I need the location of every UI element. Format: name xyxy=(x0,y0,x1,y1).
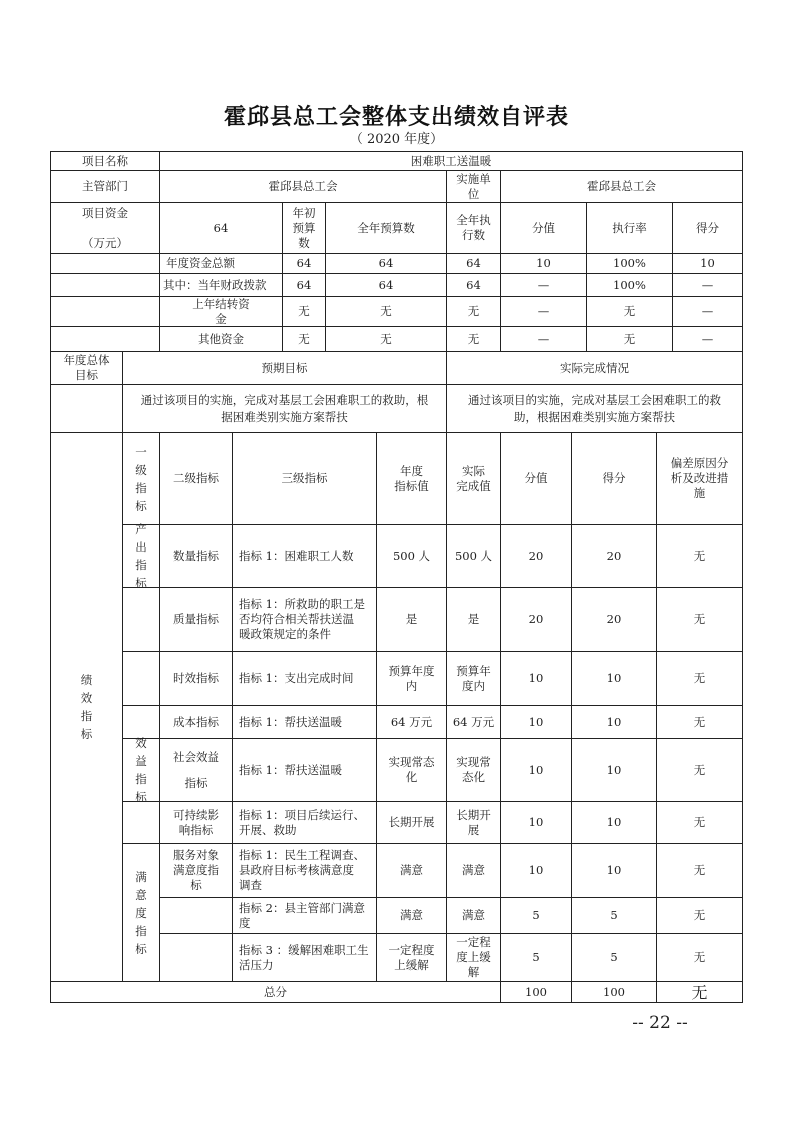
indicator-level2: 质量指标 xyxy=(159,587,233,652)
indicator-level2: 可持续影 响指标 xyxy=(159,801,233,844)
indicator-level3: 指标 1：所救助的职工是 否均符合相关帮扶送温 暖政策规定的条件 xyxy=(232,587,377,652)
indicator-target: 是 xyxy=(376,587,447,652)
total-score-value: 100 xyxy=(500,981,572,1003)
document-title: 霍邱县总工会整体支出绩效自评表 xyxy=(223,105,569,130)
indicator-level2 xyxy=(159,897,233,934)
funds-row-score: 10 xyxy=(672,253,743,274)
indicator-level3: 指标 1：项目后续运行、 开展、救助 xyxy=(232,801,377,844)
indicator-level3: 指标 1：帮扶送温暖 xyxy=(232,705,377,739)
indicator-score: 5 xyxy=(571,933,657,982)
indicator-target: 满意 xyxy=(376,897,447,934)
impl-unit-value: 霍邱县总工会 xyxy=(500,170,743,203)
impl-unit-label: 实施单 位 xyxy=(446,170,501,203)
indicator-actual: 长期开 展 xyxy=(446,801,501,844)
level1-blank xyxy=(122,801,160,844)
indicator-level2: 服务对象 满意度指 标 xyxy=(159,843,233,898)
funds-row-name: 其中：当年财政拨款 xyxy=(159,273,283,297)
funds-row-blank xyxy=(50,326,160,352)
indicator-deviation: 无 xyxy=(656,843,743,898)
funds-row-rate: 无 xyxy=(586,326,673,352)
indicator-actual: 是 xyxy=(446,587,501,652)
indicator-score: 20 xyxy=(571,587,657,652)
funds-row-blank xyxy=(50,273,160,297)
funds-row-annual: 无 xyxy=(325,326,447,352)
funds-row-name: 其他资金 xyxy=(159,326,283,352)
funds-row-initial: 无 xyxy=(282,296,326,327)
funds-row-blank xyxy=(50,253,160,274)
indicator-actual: 64 万元 xyxy=(446,705,501,739)
funds-col-executed: 全年执 行数 xyxy=(446,202,501,254)
indicator-target: 64 万元 xyxy=(376,705,447,739)
level1-blank xyxy=(122,651,160,706)
level1-satisfaction: 满 意 度 指 标 xyxy=(122,843,160,982)
indicator-score: 10 xyxy=(571,801,657,844)
funds-row-initial: 64 xyxy=(282,273,326,297)
indicator-actual: 实现常 态化 xyxy=(446,738,501,802)
indicator-target: 500 人 xyxy=(376,524,447,588)
project-name-value: 困难职工送温暖 xyxy=(159,151,743,171)
indicator-score-value: 10 xyxy=(500,738,572,802)
funds-col-annual: 全年预算数 xyxy=(325,202,447,254)
indicator-level2: 数量指标 xyxy=(159,524,233,588)
indicator-level3: 指标 3 ：缓解困难职工生 活压力 xyxy=(232,933,377,982)
indicators-col-level1: 一 级 指 标 xyxy=(122,432,160,525)
funds-col-initial: 年初 预算 数 xyxy=(282,202,326,254)
page-number: -- 22 -- xyxy=(632,1013,688,1033)
funds-row-name: 年度资金总额 xyxy=(159,253,283,274)
level1-output: 产 出 指 标 xyxy=(122,524,160,588)
indicator-score: 10 xyxy=(571,705,657,739)
funds-row-rate: 100% xyxy=(586,253,673,274)
funds-row-score-value: — xyxy=(500,273,587,297)
funds-row-score: — xyxy=(672,326,743,352)
indicator-level2: 社会效益 指标 xyxy=(159,738,233,802)
funds-row-annual: 64 xyxy=(325,253,447,274)
funds-row-score: — xyxy=(672,296,743,327)
indicator-level3: 指标 1：支出完成时间 xyxy=(232,651,377,706)
funds-row-rate: 无 xyxy=(586,296,673,327)
indicators-col-deviation: 偏差原因分 析及改进措 施 xyxy=(656,432,743,525)
indicator-actual: 500 人 xyxy=(446,524,501,588)
funds-row-score-value: — xyxy=(500,296,587,327)
funds-col-score-value: 分值 xyxy=(500,202,587,254)
indicator-deviation: 无 xyxy=(656,801,743,844)
funds-row-blank xyxy=(50,296,160,327)
indicator-level3: 指标 1：民生工程调查、 县政府目标考核满意度 调查 xyxy=(232,843,377,898)
funds-row-initial: 64 xyxy=(282,253,326,274)
indicator-target: 长期开展 xyxy=(376,801,447,844)
indicator-deviation: 无 xyxy=(656,587,743,652)
indicator-deviation: 无 xyxy=(656,897,743,934)
indicator-score-value: 10 xyxy=(500,651,572,706)
total-score: 100 xyxy=(571,981,657,1003)
indicator-actual: 一定程 度上缓 解 xyxy=(446,933,501,982)
goals-actual-text: 通过该项目的实施，完成对基层工会困难职工的救 助，根据困难类别实施方案帮扶 xyxy=(446,384,743,433)
indicator-target: 满意 xyxy=(376,843,447,898)
indicators-section-label: 绩 效 指 标 xyxy=(50,432,123,982)
indicator-score: 20 xyxy=(571,524,657,588)
indicator-actual: 满意 xyxy=(446,843,501,898)
indicator-score-value: 20 xyxy=(500,524,572,588)
indicators-col-level2: 二级指标 xyxy=(159,432,233,525)
indicator-deviation: 无 xyxy=(656,738,743,802)
indicator-deviation: 无 xyxy=(656,524,743,588)
indicator-score: 10 xyxy=(571,651,657,706)
indicator-score-value: 5 xyxy=(500,897,572,934)
indicator-target: 预算年度 内 xyxy=(376,651,447,706)
indicator-actual: 满意 xyxy=(446,897,501,934)
indicator-level2 xyxy=(159,933,233,982)
indicator-level2: 成本指标 xyxy=(159,705,233,739)
indicator-score: 10 xyxy=(571,738,657,802)
funds-row-executed: 无 xyxy=(446,326,501,352)
indicator-level2: 时效指标 xyxy=(159,651,233,706)
goals-expected-text: 通过该项目的实施，完成对基层工会困难职工的救助，根 据困难类别实施方案帮扶 xyxy=(122,384,447,433)
dept-value: 霍邱县总工会 xyxy=(159,170,447,203)
funds-row-initial: 无 xyxy=(282,326,326,352)
indicator-target: 一定程度 上缓解 xyxy=(376,933,447,982)
funds-row-score-value: — xyxy=(500,326,587,352)
funds-row-annual: 无 xyxy=(325,296,447,327)
level1-benefit: 效 益 指 标 xyxy=(122,738,160,802)
indicators-col-level3: 三级指标 xyxy=(232,432,377,525)
project-name-label: 项目名称 xyxy=(50,151,160,171)
indicators-col-score: 得分 xyxy=(571,432,657,525)
funds-row-name: 上年结转资 金 xyxy=(159,296,283,327)
funds-label: 项目资金 （万元） xyxy=(50,202,160,254)
indicator-score-value: 20 xyxy=(500,587,572,652)
indicator-target: 实现常态 化 xyxy=(376,738,447,802)
goals-blank xyxy=(50,384,123,433)
funds-amount: 64 xyxy=(159,202,283,254)
indicator-score: 10 xyxy=(571,843,657,898)
funds-row-executed: 64 xyxy=(446,253,501,274)
document-subtitle: （ 2020 年度） xyxy=(349,132,444,147)
indicators-col-actual: 实际 完成值 xyxy=(446,432,501,525)
indicator-actual: 预算年 度内 xyxy=(446,651,501,706)
indicators-col-score-value: 分值 xyxy=(500,432,572,525)
funds-row-executed: 64 xyxy=(446,273,501,297)
funds-row-score-value: 10 xyxy=(500,253,587,274)
goals-expected-label: 预期目标 xyxy=(122,351,447,385)
funds-row-executed: 无 xyxy=(446,296,501,327)
funds-row-annual: 64 xyxy=(325,273,447,297)
indicator-score-value: 10 xyxy=(500,843,572,898)
indicator-level3: 指标 1：困难职工人数 xyxy=(232,524,377,588)
indicator-score-value: 10 xyxy=(500,705,572,739)
funds-col-score: 得分 xyxy=(672,202,743,254)
dept-label: 主管部门 xyxy=(50,170,160,203)
total-deviation: 无 xyxy=(656,981,743,1003)
indicators-col-target: 年度 指标值 xyxy=(376,432,447,525)
total-label: 总分 xyxy=(50,981,501,1003)
goals-label: 年度总体 目标 xyxy=(50,351,123,385)
indicator-deviation: 无 xyxy=(656,651,743,706)
funds-row-rate: 100% xyxy=(586,273,673,297)
indicator-score: 5 xyxy=(571,897,657,934)
indicator-deviation: 无 xyxy=(656,933,743,982)
funds-col-rate: 执行率 xyxy=(586,202,673,254)
goals-actual-label: 实际完成情况 xyxy=(446,351,743,385)
indicator-score-value: 10 xyxy=(500,801,572,844)
indicator-deviation: 无 xyxy=(656,705,743,739)
indicator-level3: 指标 2：县主管部门满意 度 xyxy=(232,897,377,934)
indicator-score-value: 5 xyxy=(500,933,572,982)
funds-row-score: — xyxy=(672,273,743,297)
level1-blank xyxy=(122,587,160,652)
indicator-level3: 指标 1：帮扶送温暖 xyxy=(232,738,377,802)
